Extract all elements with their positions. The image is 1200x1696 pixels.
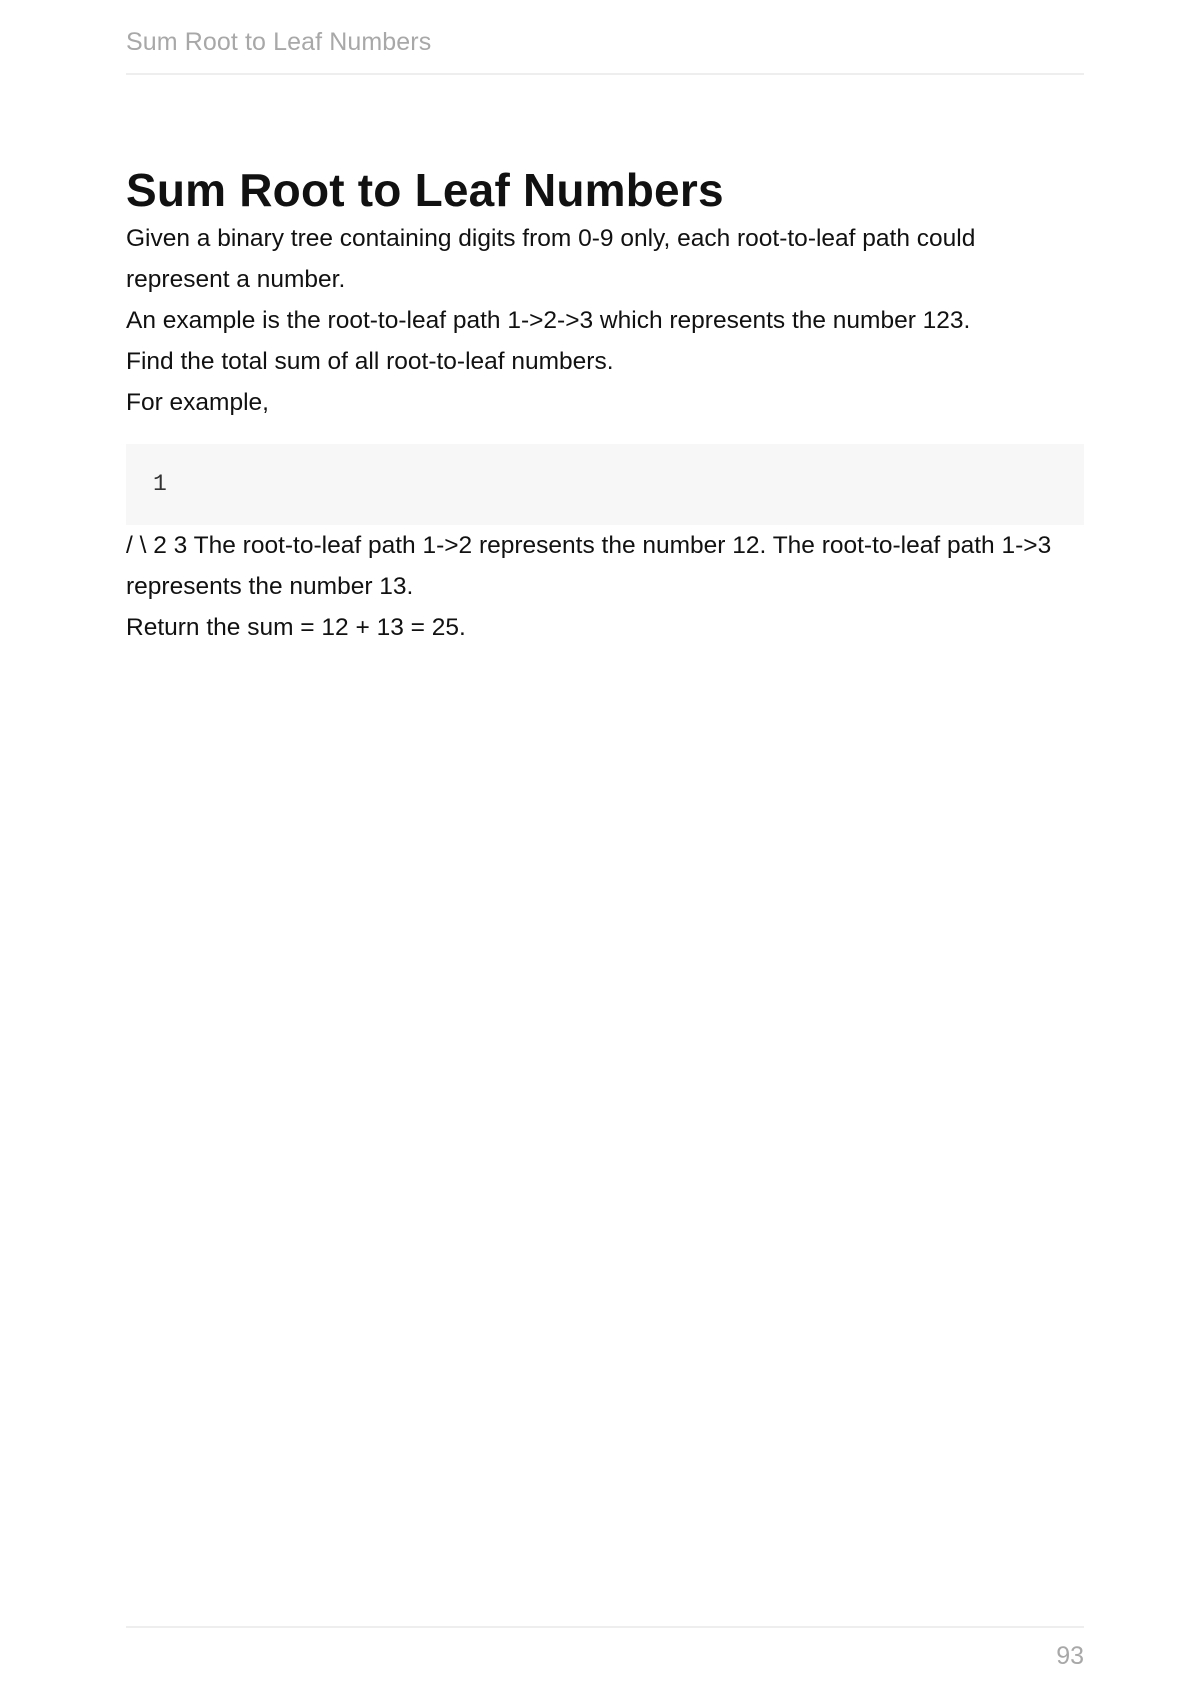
paragraph-task: Find the total sum of all root-to-leaf numbers. xyxy=(126,348,614,375)
page-title: Sum Root to Leaf Numbers xyxy=(126,164,724,216)
code-text: 1 xyxy=(153,471,167,497)
paragraph-example-path: An example is the root-to-leaf path 1->2->3 which represents the number 123. xyxy=(126,307,971,334)
footer-divider xyxy=(126,1626,1084,1628)
document-page xyxy=(126,0,1084,1696)
paragraph-tree-explanation: / \ 2 3 The root-to-leaf path 1->2 represents the number 12. The root-to-leaf path 1->3 represents the number 13. xyxy=(126,532,1052,600)
paragraph-problem-statement: Given a binary tree containing digits from 0-9 only, each root-to-leaf path could represent a number. xyxy=(126,225,976,293)
paragraph-for-example: For example, xyxy=(126,389,269,416)
main-content xyxy=(126,162,1084,648)
header-divider xyxy=(126,73,1084,75)
running-header: Sum Root to Leaf Numbers xyxy=(126,28,432,56)
paragraph-result: Return the sum = 12 + 13 = 25. xyxy=(126,614,466,641)
page-number: 93 xyxy=(1056,1642,1084,1670)
code-block xyxy=(126,444,1084,525)
